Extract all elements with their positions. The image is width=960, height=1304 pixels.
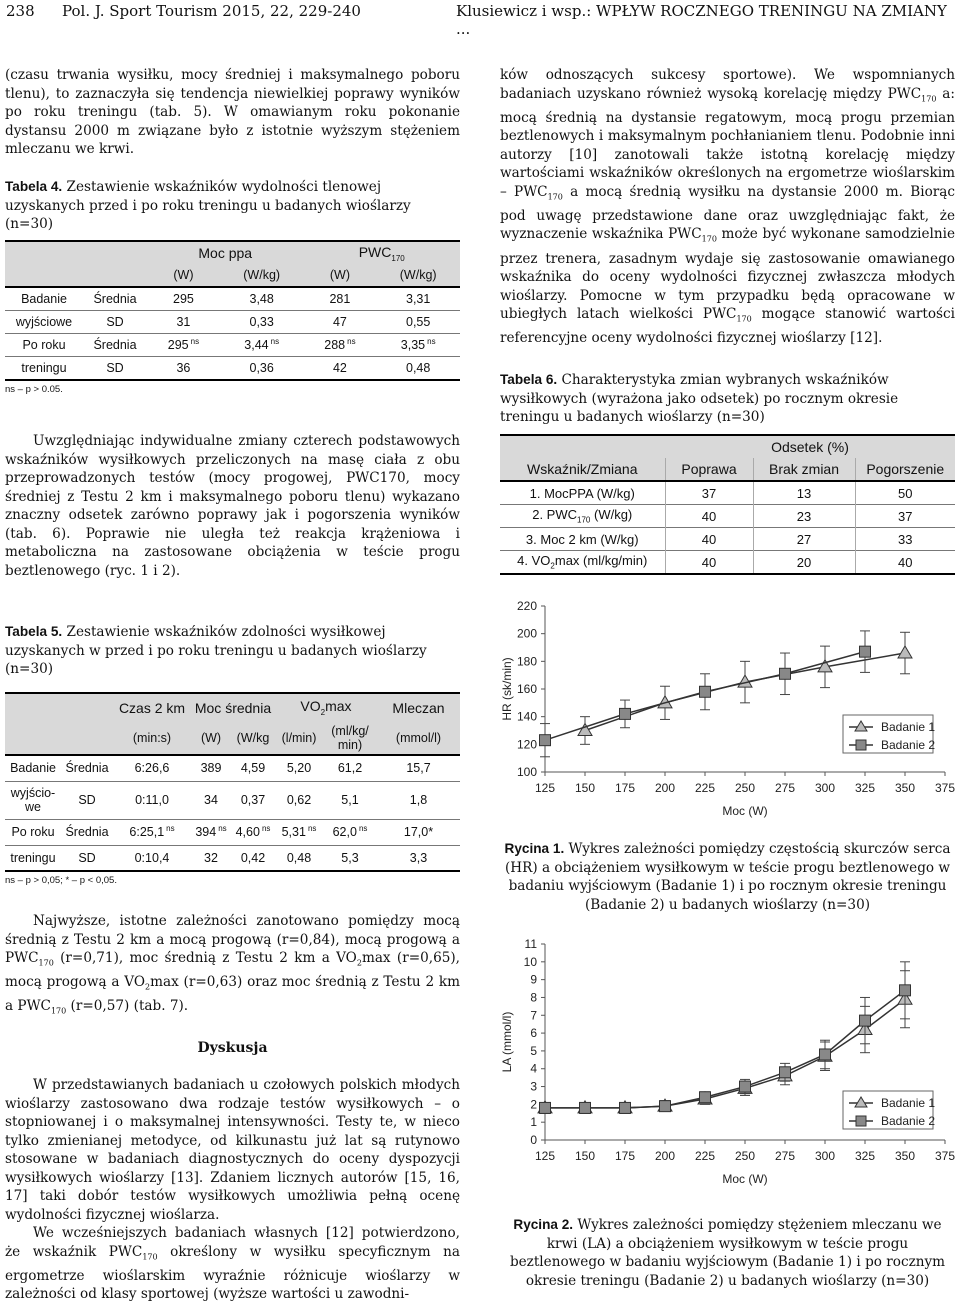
x-tick-label: 375 <box>934 1149 956 1163</box>
data-point-square <box>860 646 871 657</box>
table5-h-time: Czas 2 km <box>118 699 186 716</box>
series-line <box>545 990 905 1108</box>
caption-label: Tabela 4. <box>5 179 63 194</box>
paragraph: ków odnoszących sukcesy sportowe). We wspomnianych badaniach uzyskano również wysoką korelację między $PWC_{170}$ a: mocą średnią na dystansie regatowym, mocą progu przemian beztlenowych i maksymalnym pochłanianiem tlenu. Podobnie inni autorzy [10] zanotowali także istotną korelację między wartościami wskaźników określonych na ergometrze wioślarskim – $PWC_{170}$ a mocą średnią wysiłku na dystansie 2000 m. Biorąc pod uwagę przedstawione dane oraz uwzględniając fakt, że wyznaczenie wskaźnika $PWC_{170}$ może być wykonane samodzielnie przez trenera, zasadnym wydaje się zastosowanie omawianego wskaźnika do oceny wydolności fizycznej zwłaszcza młodych wioślarzy. Pomocne w tym przypadku będą opracowane w ubiegłych latach wielkości $PWC_{170}$ mogące stanowić wartości referencyjne oceny wydolności fizycznej wioślarzy [12]. <box>500 67 955 347</box>
data-point-square <box>580 1102 591 1113</box>
legend-label: Badanie 1 <box>881 720 936 734</box>
data-point-square <box>540 735 551 746</box>
x-tick-label: 125 <box>534 1149 556 1163</box>
x-tick-label: 300 <box>814 1149 836 1163</box>
data-point-triangle <box>898 646 912 658</box>
x-tick-label: 200 <box>654 781 676 795</box>
table6-caption <box>500 371 955 427</box>
x-tick-label: 150 <box>574 781 596 795</box>
figure2-chart <box>495 930 960 1200</box>
legend-label: Badanie 2 <box>881 738 936 752</box>
y-tick-label: 140 <box>516 709 537 724</box>
x-tick-label: 300 <box>814 781 836 795</box>
y-axis-label: HR (sk/min) <box>500 657 514 721</box>
table4-unit: (W/kg) <box>399 268 437 282</box>
x-tick-label: 175 <box>614 781 636 795</box>
table-row: treningu SD 0:10,4 32 0,42 0,48 5,3 3,3 <box>5 845 460 871</box>
x-tick-label: 250 <box>734 1149 756 1163</box>
table5-note: ns – p > 0,05; * – p < 0,05. <box>5 875 117 886</box>
journal-citation: Pol. J. Sport Tourism 2015, 22, 229-240 <box>62 2 361 20</box>
y-tick-label: 200 <box>516 626 537 641</box>
x-tick-label: 375 <box>934 781 956 795</box>
table-row: 1. MocPPA (W/kg) 37 13 50 <box>500 481 955 505</box>
paragraph: Najwyższe, istotne zależności zanotowano pomiędzy mocą średnią z Testu 2 km a mocą progową (r=0,84), mocą progową a $PWC_{170}$ (r=0,71), moc średnią z Testu 2 km a $VO_2\max$ (r=0,65), mocą progową a $VO_2\max$ (r=0,63) oraz moc średnią z Testu 2 km a $PWC_{170}$ (r=0,57) (tab. 7). <box>5 913 461 1017</box>
data-point-square <box>620 708 631 719</box>
page-number: 238 <box>6 2 35 20</box>
figure2-caption <box>500 1216 955 1290</box>
table4-caption <box>5 178 460 234</box>
y-tick-label: 120 <box>516 737 537 752</box>
table5-unit: (l/min) <box>281 730 317 745</box>
table5-unit: (min:s) <box>132 730 172 745</box>
y-tick-label: 180 <box>516 654 537 669</box>
right-para-1 <box>500 66 955 348</box>
y-axis-label: LA (mmol/l) <box>500 1011 514 1073</box>
table4-unit: (W/kg) <box>243 268 281 282</box>
x-tick-label: 325 <box>854 1149 876 1163</box>
x-tick-label: 125 <box>534 781 556 795</box>
paragraph: Uwzględniając indywidualne zmiany czterech podstawowych wskaźników wysiłkowych przeliczonych na masę ciała z obu przeprowadzonych testów (mocy progowej, PWC170, mocy średniej z Testu 2 km i maksymalnego poboru tlenu) wykazano znaczny odsetek zarówno poprawy jak i pogorszenia wyników (tab. 6). Poprawie nie uległa też reakcja krążeniowa i metaboliczna na zastosowane obciążenia w teście progu beztlenowego (ryc. 1 i 2). <box>5 433 460 579</box>
caption-label: Rycina 2. <box>513 1217 574 1232</box>
table4-note: ns – p > 0.05. <box>5 384 63 395</box>
table5-caption <box>5 623 460 679</box>
table5-h-vo2: $VO_2\max$ <box>300 698 352 717</box>
table4-group-moc: Moc ppa <box>198 245 253 261</box>
y-tick-label: 7 <box>530 1008 537 1023</box>
table-row: Badanie Średnia 6:26,6 389 4,59 5,20 61,2 15,7 <box>5 755 460 781</box>
table-row: treningu SD 36 0,36 42 0,48 <box>5 357 460 381</box>
data-point-square <box>700 686 711 697</box>
table4-unit: (W) <box>173 268 194 282</box>
data-point-square <box>700 1092 711 1103</box>
y-tick-label: 10 <box>523 954 537 969</box>
y-tick-label: 5 <box>530 1043 537 1058</box>
x-tick-label: 350 <box>894 781 916 795</box>
legend-label: Badanie 2 <box>881 1114 936 1128</box>
running-header <box>0 0 960 38</box>
y-tick-label: 2 <box>530 1097 537 1112</box>
running-title: Klusiewicz i wsp.: WPŁYW ROCZNEGO TRENINGU NA ZMIANY ... <box>456 2 947 38</box>
left-para-1 <box>5 66 460 159</box>
x-tick-label: 275 <box>774 781 796 795</box>
table-row: wyjściowe SD 31 0,33 47 0,55 <box>5 311 460 334</box>
table6-header: Wskaźnik/Zmiana <box>527 461 638 477</box>
y-tick-label: 6 <box>530 1026 537 1041</box>
chart-plot <box>500 599 955 818</box>
y-tick-label: 4 <box>530 1061 537 1076</box>
data-point-square <box>820 1049 831 1060</box>
data-point-square <box>780 1067 791 1078</box>
data-point-square <box>780 668 791 679</box>
table-row: Badanie Średnia 295 3,48 281 3,31 <box>5 287 460 311</box>
y-tick-label: 160 <box>516 682 537 696</box>
y-tick-label: 3 <box>530 1079 537 1094</box>
legend-label: Badanie 1 <box>881 1096 936 1110</box>
table5-h-lact: Mleczan <box>392 699 445 716</box>
y-tick-label: 0 <box>530 1133 537 1147</box>
figure1-chart <box>495 592 960 822</box>
y-tick-label: 8 <box>530 990 537 1005</box>
x-tick-label: 175 <box>614 1149 636 1163</box>
legend-marker-square <box>856 1116 866 1126</box>
y-tick-label: 100 <box>516 765 537 779</box>
caption-text: Zestawienie wskaźników zdolności wysiłkowej uzyskanych w przed i po roku treningu u badanych wioślarzy (n=30) <box>5 624 427 677</box>
table5-unit: (mmol/l) <box>395 730 442 745</box>
caption-text: Wykres zależności pomiędzy częstością skurczów serca (HR) a obciążeniem wysiłkowym w teście progu beztlenowego w badaniu wyjściowym (Badanie 1) i po rocznym okresie treningu (Badanie 2) u badanych wioślarzy (n=30) <box>504 841 951 913</box>
paragraph: W przedstawianych badaniach u czołowych polskich młodych wioślarzy zastosowano dwa rodzaje testów wysiłkowych – o stopniowanej i o maksymalnej intensywności. Testy te, w nieco tylko zmienianej metodyce, od kilkunastu już lat są rutynowo stosowane w badaniach diagnostycznych do oceny dyspozycji wysiłkowych wioślarzy [13]. Zdaniem licznych autorów [15, 16, 17] taki dobór testów wysiłkowych umożliwia pełną ocenę wydolności fizycznej wioślarza. <box>5 1077 460 1223</box>
table6-group: Odsetek (%) <box>771 439 849 455</box>
table5-grid <box>5 692 460 872</box>
caption-text: Charakterystyka zmian wybranych wskaźników wysiłkowych (wyrażona jako odsetek) po rocznym okresie treningu u badanych wioślarzy (n=30) <box>500 372 899 425</box>
figure1-caption <box>500 840 955 914</box>
table5 <box>5 692 460 886</box>
x-tick-label: 275 <box>774 1149 796 1163</box>
table4-unit: (W) <box>329 268 350 282</box>
paragraph: (czasu trwania wysiłku, mocy średniej i maksymalnego poboru tlenu), to zaznaczyła się tendencja niewielkiej poprawy wyników po roku treningu (tab. 5). W omawianym roku pokonanie dystansu 2000 m związane było z istotnie wyższym stężeniem mleczanu we krwi. <box>5 67 460 157</box>
table6-header: Brak zmian <box>753 458 855 481</box>
table-row: 4. $VO_2\max$ (ml/kg/min) 40 20 40 <box>500 551 955 575</box>
data-point-square <box>660 1101 671 1112</box>
data-point-square <box>620 1102 631 1113</box>
paragraph: We wcześniejszych badaniach własnych [12] potwierdzono, że wskaźnik $PWC_{170}$ określony w wysiłku specyficznym na ergometrze wioślarskim wyraźnie różnicuje wioślarzy w zależności od klasy sportowej (wyższe wartości u zawodni- <box>5 1225 461 1303</box>
data-point-square <box>860 1015 871 1026</box>
x-tick-label: 350 <box>894 1149 916 1163</box>
table6-grid <box>500 434 955 575</box>
y-tick-label: 220 <box>516 599 537 613</box>
x-tick-label: 150 <box>574 1149 596 1163</box>
table5-h-power: Moc średnia <box>194 699 272 716</box>
y-tick-label: 11 <box>524 937 537 951</box>
data-point-square <box>740 1081 751 1092</box>
left-para-4 <box>5 1076 460 1304</box>
caption-label: Tabela 5. <box>5 624 63 639</box>
chart-plot <box>500 937 955 1186</box>
left-para-2 <box>5 432 460 580</box>
table6-header: Poprawa <box>665 458 753 481</box>
table-row: 3. Moc 2 km (W/kg) 40 27 33 <box>500 528 955 551</box>
x-tick-label: 200 <box>654 1149 676 1163</box>
x-tick-label: 250 <box>734 781 756 795</box>
x-axis-label: Moc (W) <box>722 804 768 818</box>
table-row: 2. $PWC_{170}$ (W/kg) 40 23 37 <box>500 505 955 528</box>
table4-grid <box>5 240 460 381</box>
y-tick-label: 9 <box>530 972 537 987</box>
table4 <box>5 240 460 395</box>
table-row: wyjścio-we SD 0:11,0 34 0,37 0,62 5,1 1,8 <box>5 781 460 819</box>
y-tick-label: 1 <box>530 1115 537 1130</box>
table5-unit: (ml/kg/ min) <box>331 723 369 752</box>
data-point-square <box>540 1102 551 1113</box>
data-point-square <box>900 985 911 996</box>
caption-text: Wykres zależności pomiędzy stężeniem mleczanu we krwi (LA) a obciążeniem wysiłkowym w teście progu beztlenowego w badaniu wyjściowym (Badanie 1) i po rocznym okresie treningu (Badanie 2) u badanych wioślarzy (n=30) <box>509 1217 946 1289</box>
caption-label: Tabela 6. <box>500 372 558 387</box>
table-row: Po roku Średnia 6:25,1 $^{ns}$ 394 $^{ns}$ 4,60 $^{ns}$ 5,31 $^{ns}$ 62,0 $^{ns}$ 17,0* <box>5 819 460 845</box>
table6 <box>500 434 955 575</box>
x-axis-label: Moc (W) <box>722 1172 768 1186</box>
legend-marker-square <box>856 740 866 750</box>
table4-group-pwc: $PWC_{170}$ <box>358 243 405 263</box>
table6-header: Pogorszenie <box>855 458 955 481</box>
left-para-3 <box>5 912 460 1022</box>
x-tick-label: 325 <box>854 781 876 795</box>
caption-text: Zestawienie wskaźników wydolności tlenowej uzyskanych przed i po roku treningu u badanych wioślarzy (n=30) <box>5 179 411 232</box>
section-heading: Dyskusja <box>197 1040 268 1056</box>
x-tick-label: 225 <box>694 781 716 795</box>
caption-label: Rycina 1. <box>504 841 565 856</box>
x-tick-label: 225 <box>694 1149 716 1163</box>
table5-unit: (W/kg <box>236 730 270 745</box>
table-row: Po roku Średnia 295 $^{ns}$ 3,44 $^{ns}$ 288 $^{ns}$ 3,35 $^{ns}$ <box>5 334 460 357</box>
table5-unit: (W) <box>200 730 222 745</box>
